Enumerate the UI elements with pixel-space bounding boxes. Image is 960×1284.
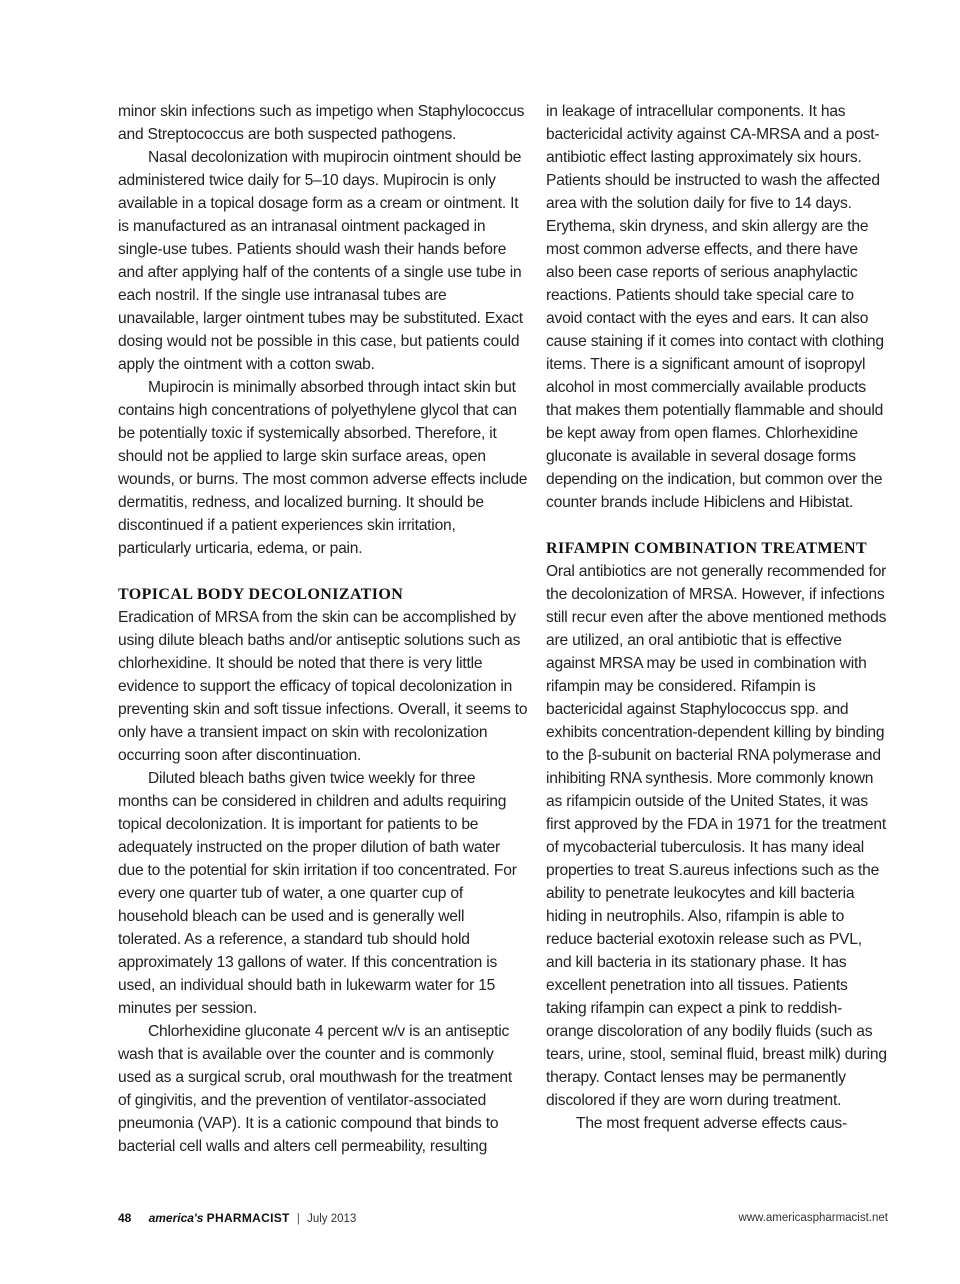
paragraph: Eradication of MRSA from the skin can be accomplished by using dilute bleach baths and/or antiseptic solutions such as chlorhexidine. It should be noted that there is very little evidence to support the efficacy of topical decolonization in preventing skin and soft tissue infections. Overall, it seems to only have a transient impact on skin with recolonization occurring soon after discontinuation. — [118, 609, 528, 764]
paragraph: in leakage of intracellular components. It has bactericidal activity against CA-MRSA and a post-antibiotic effect lasting approximately six hours. Patients should be instructed to wash the affected area with the solution daily for five to 14 days. Erythema, skin dryness, and skin allergy are the most common adverse effects, and there have also been case reports of serious anaphylactic reactions. Patients should take special care to avoid contact with the eyes and ears. It can also cause staining if it comes into contact with clothing items. There is a significant amount of isopropyl alcohol in most commercially available products that makes them potentially flammable and should be kept away from open flames. Chlorhexidine gluconate is available in several dosage forms depending on the indication, but common over the counter brands include Hibiclens and Hibistat. — [546, 103, 884, 511]
paragraph: Oral antibiotics are not generally recommended for the decolonization of MRSA. However, if infections still recur even after the above mentioned methods are utilized, an oral antibiotic that is effective against MRSA may be used in combination with rifampin may be considered. Rifampin is bactericidal against Staphylococcus spp. and exhibits concentration-dependent killing by binding to the β-subunit on bacterial RNA polymerase and inhibiting RNA synthesis. More commonly known as rifampicin outside of the United States, it was first approved by the FDA in 1971 for the treatment of mycobacterial tuberculosis. It has many ideal properties to treat S.aureus infections such as the ability to penetrate leukocytes and kill bacteria hiding in neutrophils. Also, rifampin is able to reduce bacterial exotoxin release such as PVL, and kill bacteria in its stationary phase. It has excellent penetration into all tissues. Patients taking rifampin can expect a pink to reddish-orange discoloration of any bodily fluids (such as tears, urine, stool, seminal fluid, breast milk) during therapy. Contact lenses may be permanently discolored if they are worn during treatment. — [546, 563, 887, 1109]
page-number: 48 — [118, 1211, 132, 1225]
right-column — [546, 100, 888, 1135]
page-footer — [118, 1208, 888, 1228]
paragraph: Nasal decolonization with mupirocin ointment should be administered twice daily for 5–10 days. Mupirocin is only available in a topical dosage form as a cream or ointment. It is manufactured as an intranasal ointment packaged in single-use tubes. Patients should wash their hands before and after applying half of the contents of a single use tube in each nostril. If the single use intranasal tubes are unavailable, larger ointment tubes may be substituted. Exact dosing would not be possible in this case, but patients could apply the ointment with a cotton swab. — [118, 149, 523, 373]
paragraph: Mupirocin is minimally absorbed through intact skin but contains high concentrations of polyethylene glycol that can be potentially toxic if systemically absorbed. Therefore, it should not be applied to large skin surface areas, open wounds, or burns. The most common adverse effects include dermatitis, redness, and localized burning. It should be discontinued if a patient experiences skin irritation, particularly urticaria, edema, or pain. — [118, 379, 528, 557]
paragraph: The most frequent adverse effects caus- — [576, 1115, 848, 1132]
paragraph: minor skin infections such as impetigo when Staphylococcus and Streptococcus are both suspected pathogens. — [118, 103, 525, 143]
footer-separator: | — [296, 1213, 300, 1225]
issue-date: July 2013 — [307, 1213, 357, 1225]
magazine-brand-name: PHARMACIST — [206, 1211, 290, 1225]
section-heading: RIFAMPIN COMBINATION TREATMENT — [546, 540, 868, 557]
magazine-brand-prefix: america's — [148, 1211, 204, 1225]
paragraph: Diluted bleach baths given twice weekly for three months can be considered in children and adults requiring topical decolonization. It is important for patients to be adequately instructed on the proper dilution of bath water due to the potential for skin irritation if too concentrated. For every one quarter tub of water, a one quarter cup of household bleach can be used and is generally well tolerated. As a reference, a standard tub should hold approximately 13 gallons of water. If this concentration is used, an individual should bath in lukewarm water for 15 minutes per session. — [118, 770, 517, 1017]
paragraph: Chlorhexidine gluconate 4 percent w/v is an antiseptic wash that is available over the counter and is commonly used as a surgical scrub, oral mouthwash for the treatment of gingivitis, and the prevention of ventilator-associated pneumonia (VAP). It is a cationic compound that binds to bacterial cell walls and alters cell permeability, resulting — [118, 1023, 513, 1155]
website-url: www.americaspharmacist.net — [738, 1212, 888, 1224]
section-heading: TOPICAL BODY DECOLONIZATION — [118, 586, 404, 603]
left-column — [118, 100, 528, 1158]
